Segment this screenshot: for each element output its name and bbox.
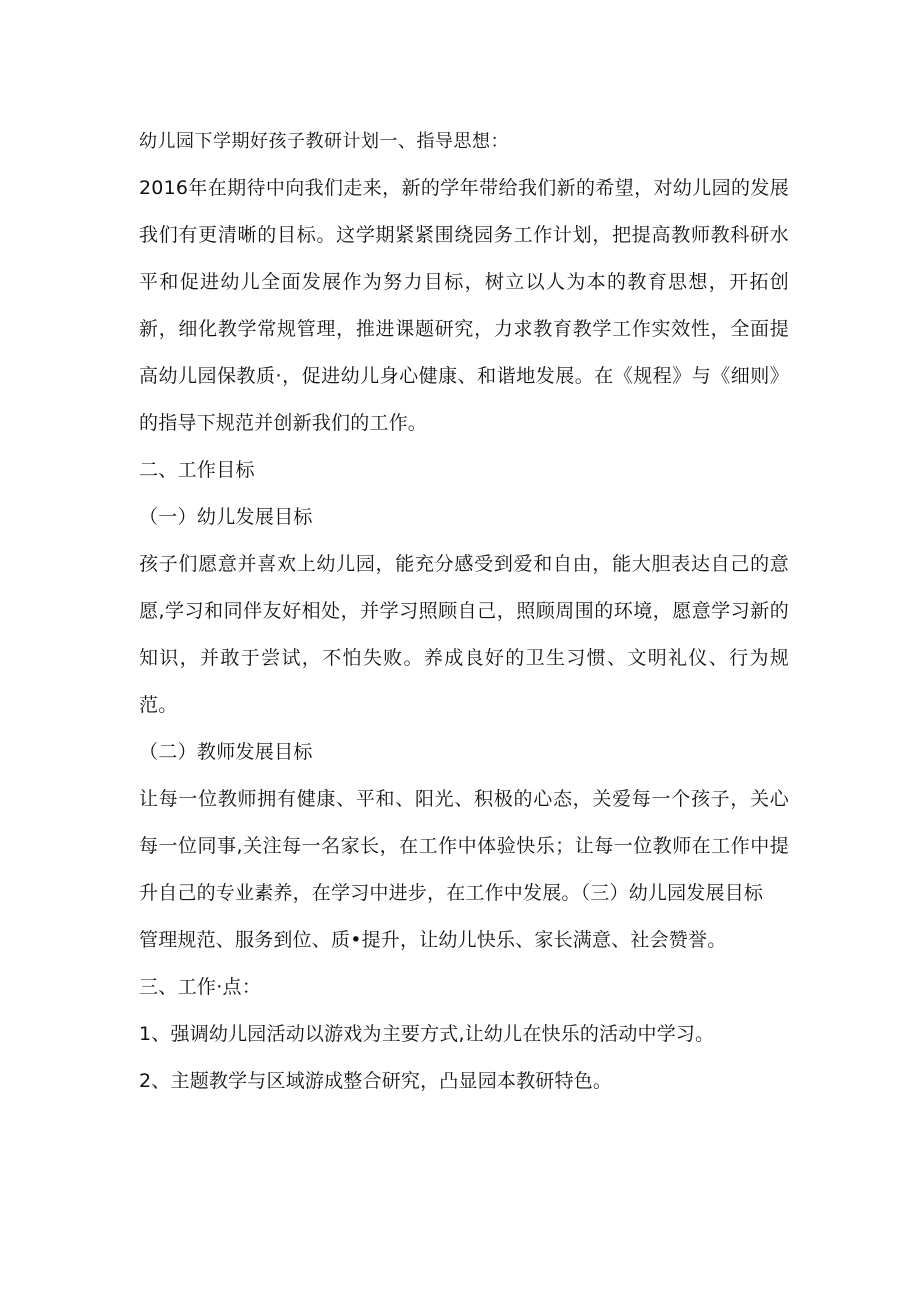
work-point-1: 1、强调幼儿园活动以游戏为主要方式,让幼儿在快乐的活动中学习。: [139, 1023, 715, 1045]
child-goals-paragraph: 孩子们愿意并喜欢上幼儿园，能充分感受到爱和自由，能大胆表达自己的意愿,学习和同伴友好相处，并学习照顾自己，照顾周围的环境，愿意学习新的知识，并敢于尝试，不怕失败。养成良好的卫生习惯、文明礼仪、行为规范。: [139, 553, 789, 716]
teacher-goals-paragraph: 让每一位教师拥有健康、平和、阳光、积极的心态，关爱每一个孩子，关心每一位同事,关注每一名家长，在工作中体验快乐；让每一位教师在工作中提升自己的专业素养，在学习中进步，在工作中发展。（三）幼儿园发展目标: [139, 788, 789, 904]
subheading-teacher-development: （二）教师发展目标: [139, 741, 313, 763]
document-title: 幼儿园下学期好孩子教研计划一、指导思想：: [139, 131, 509, 152]
subheading-child-development: （一）幼儿发展目标: [139, 506, 313, 528]
guiding-ideology-paragraph: 2016年在期待中向我们走来，新的学年带给我们新的希望，对幼儿园的发展我们有更清晰的目标。这学期紧紧围绕园务工作计划，把提高教师教科研水平和促进幼儿全面发展作为努力目标，树立以人为本的教育思想，开拓创新，细化教学常规管理，推进课题研究，力求教育教学工作实效性，全面提高幼儿园保教质·，促进幼儿身心健康、和谐地发展。在《规程》与《细则》的指导下规范并创新我们的工作。: [139, 177, 789, 434]
document-body: [139, 118, 789, 1105]
work-point-2: 2、主题教学与区域游成整合研究，凸显园本教研特色。: [139, 1070, 613, 1092]
section-heading-work-goals: 二、工作目标: [139, 459, 255, 481]
kindergarten-goals-paragraph: 管理规范、服务到位、质•提升，让幼儿快乐、家长满意、社会赞誉。: [139, 929, 727, 951]
section-heading-work-points: 三、工作·点：: [139, 976, 262, 998]
